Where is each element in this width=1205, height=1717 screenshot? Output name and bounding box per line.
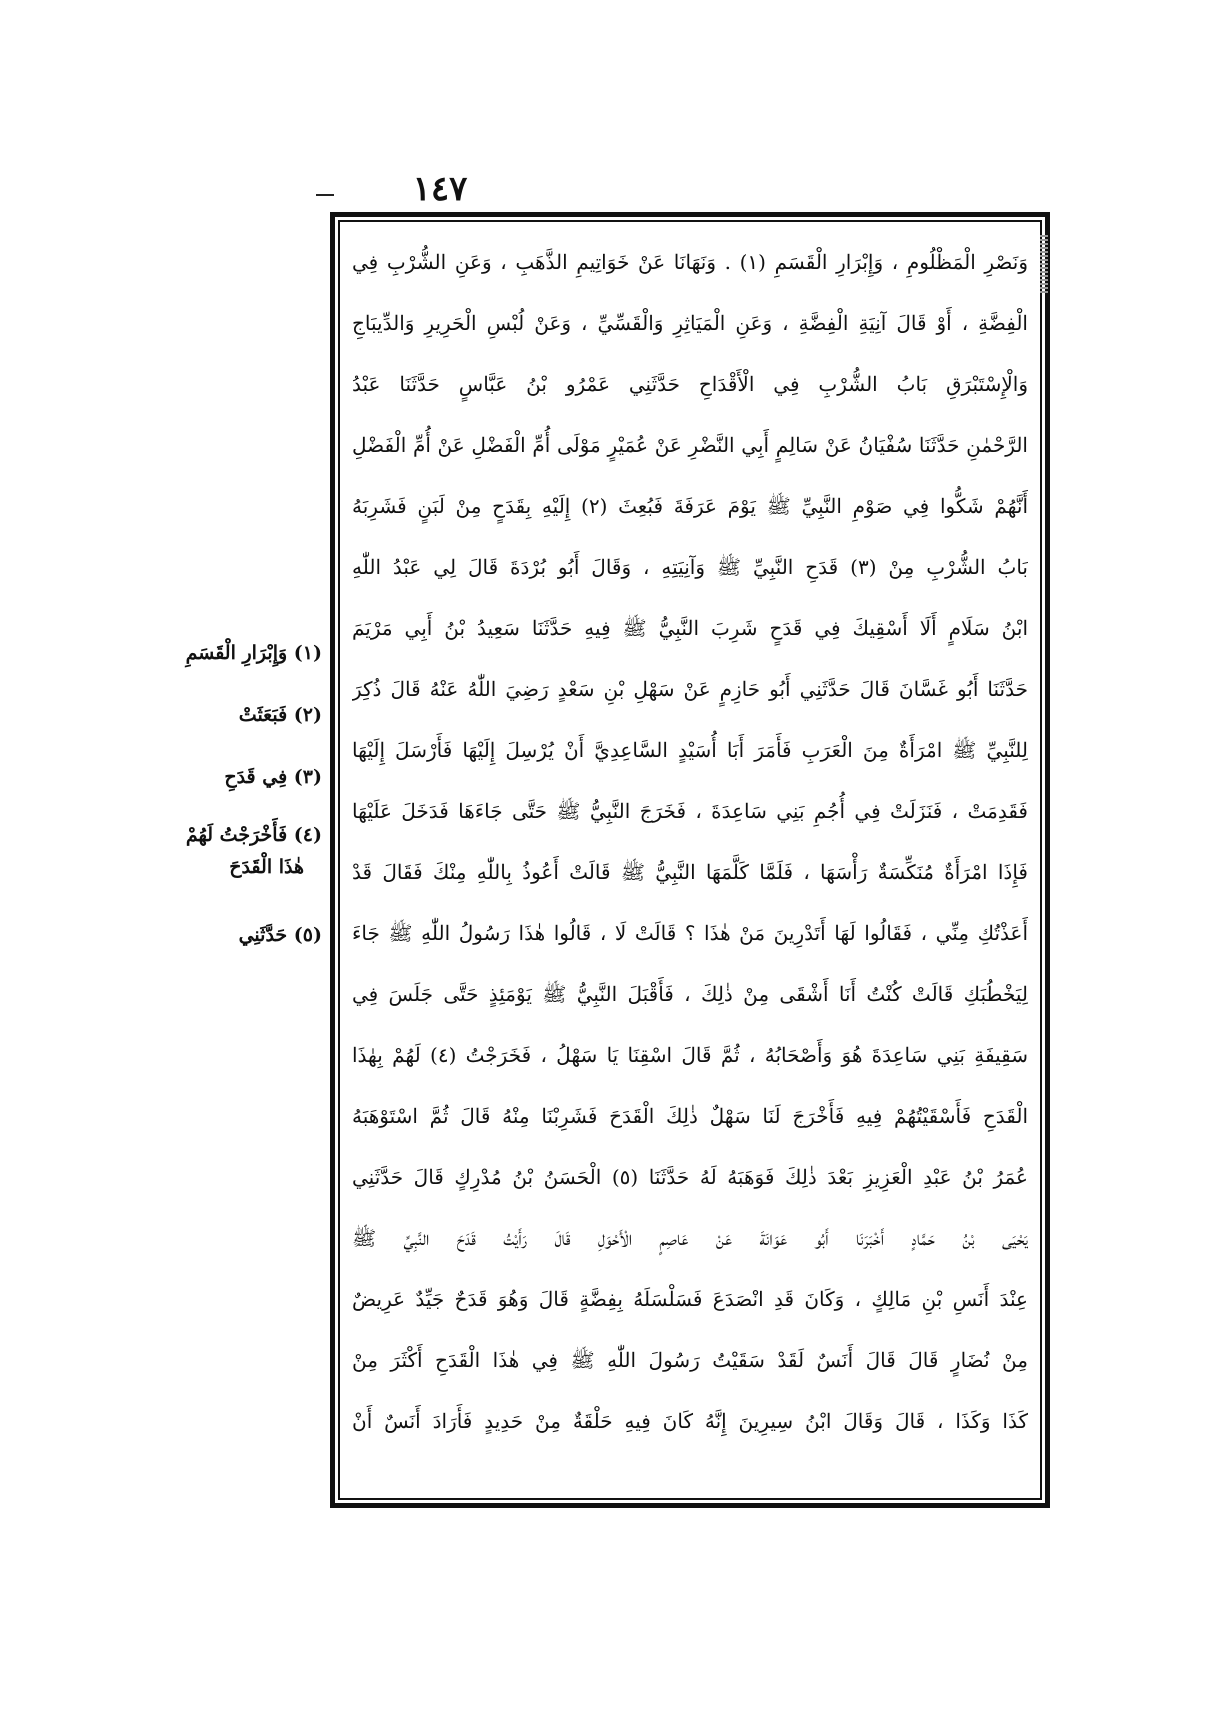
text-line: حَدَّثَنَا أَبُو غَسَّانَ قَالَ حَدَّثَنِي أَبُو حَازِمٍ عَنْ سَهْلِ بْنِ سَعْدٍ رَضِيَ اللّٰهُ عَنْهُ قَالَ ذُكِرَ [352, 677, 1028, 701]
top-dash [316, 194, 334, 196]
text-line: سَقِيفَةِ بَنِي سَاعِدَةَ هُوَ وَأَصْحَابُهُ ، ثُمَّ قَالَ اسْقِنَا يَا سَهْلُ ، فَخَرَجْتُ (٤) لَهُمْ بِهٰذَا [352, 1043, 1028, 1067]
margin-note: (٢) فَبَعَثَتْ [238, 704, 322, 726]
margin-note: (٣) فِي قَدَحِ [224, 766, 322, 788]
text-line: وَالْإِسْتَبْرَقِ بَابُ الشُّرْبِ فِي الْأَقْدَاحِ حَدَّثَنِي عَمْرُو بْنُ عَبَّاسٍ حَدَّثَنَا عَبْدُ [352, 372, 1028, 396]
text-line: أَنَّهُمْ شَكُّوا فِي صَوْمِ النَّبِيِّ ﷺ يَوْمَ عَرَفَةَ فَبُعِثَ (٢) إِلَيْهِ بِقَدَحٍ مِنْ لَبَنٍ فَشَرِبَهُ [352, 494, 1028, 518]
text-line: الْفِضَّةِ ، أَوْ قَالَ آنِيَةِ الْفِضَّةِ ، وَعَنِ الْمَيَاثِرِ وَالْقَسِّيِّ ، وَعَنْ لُبْسِ الْحَرِيرِ وَالدِّيبَاجِ [352, 311, 1028, 335]
text-line: فَقَدِمَتْ ، فَنَزَلَتْ فِي أُجُمِ بَنِي سَاعِدَةَ ، فَخَرَجَ النَّبِيُّ ﷺ حَتَّى جَاءَهَا فَدَخَلَ عَلَيْهَا [352, 799, 1028, 823]
text-line: وَنَصْرِ الْمَظْلُومِ ، وَإِبْرَارِ الْقَسَمِ (١) . وَنَهَانَا عَنْ خَوَاتِيمِ الذَّهَبِ ، وَعَنِ الشُّرْبِ فِي [352, 250, 1028, 274]
main-text-block [352, 238, 1028, 1486]
text-line: لِيَخْطُبَكِ قَالَتْ كُنْتُ أَنَا أَشْقَى مِنْ ذٰلِكَ ، فَأَقْبَلَ النَّبِيُّ ﷺ يَوْمَئِذٍ حَتَّى جَلَسَ فِي [352, 982, 1028, 1006]
text-line: مِنْ نُضَارٍ قَالَ قَالَ أَنَسٌ لَقَدْ سَقَيْتُ رَسُولَ اللّٰهِ ﷺ فِي هٰذَا الْقَدَحِ أَكْثَرَ مِنْ [352, 1348, 1028, 1372]
text-line: أَعَذْتُكِ مِنِّي ، فَقَالُوا لَهَا أَتَدْرِينَ مَنْ هٰذَا ؟ قَالَتْ لَا ، قَالُوا هٰذَا رَسُولُ اللّٰهِ ﷺ جَاءَ [352, 921, 1028, 945]
margin-note: (١) وَإِبْرَارِ الْقَسَمِ [185, 642, 322, 664]
text-line: عِنْدَ أَنَسِ بْنِ مَالِكٍ ، وَكَانَ قَدِ انْصَدَعَ فَسَلْسَلَهُ بِفِضَّةٍ قَالَ وَهُوَ قَدَحٌ جَيِّدٌ عَرِيضٌ [352, 1287, 1028, 1311]
text-line: عُمَرُ بْنُ عَبْدِ الْعَزِيزِ بَعْدَ ذٰلِكَ فَوَهَبَهُ لَهُ حَدَّثَنَا (٥) الْحَسَنُ بْنُ مُدْرِكٍ قَالَ حَدَّثَنِي [352, 1165, 1028, 1189]
page-number: ١٤٧ [412, 169, 468, 209]
text-line: الرَّحْمٰنِ حَدَّثَنَا سُفْيَانُ عَنْ سَالِمٍ أَبِي النَّضْرِ عَنْ عُمَيْرٍ مَوْلَى أُمِّ الْفَضْلِ عَنْ أُمِّ الْفَضْلِ [352, 433, 1028, 457]
text-line: كَذَا وَكَذَا ، قَالَ وَقَالَ ابْنُ سِيرِينَ إِنَّهُ كَانَ فِيهِ حَلْقَةٌ مِنْ حَدِيدٍ فَأَرَادَ أَنَسٌ أَنْ [352, 1409, 1028, 1433]
margin-note: (٥) حَدَّثَنِي [238, 924, 322, 946]
margin-note: (٤) فَأَخْرَجْتُ لَهُمْ [185, 824, 322, 846]
text-line: ابْنُ سَلَامٍ أَلَا أَسْقِيكَ فِي قَدَحٍ شَرِبَ النَّبِيُّ ﷺ فِيهِ حَدَّثَنَا سَعِيدُ بْنُ أَبِي مَرْيَمَ [352, 616, 1028, 640]
binding-mark [1040, 235, 1048, 295]
margin-note: هٰذَا الْقَدَحَ [229, 856, 304, 878]
text-line: بَابُ الشُّرْبِ مِنْ (٣) قَدَحِ النَّبِيِّ ﷺ وَآنِيَتِهِ ، وَقَالَ أَبُو بُرْدَةَ قَالَ لِي عَبْدُ اللّٰهِ [352, 555, 1028, 579]
text-line: الْقَدَحِ فَأَسْقَيْتُهُمْ فِيهِ فَأَخْرَجَ لَنَا سَهْلٌ ذٰلِكَ الْقَدَحَ فَشَرِبْنَا مِنْهُ قَالَ ثُمَّ اسْتَوْهَبَهُ [352, 1104, 1028, 1128]
text-line: لِلنَّبِيِّ ﷺ امْرَأَةٌ مِنَ الْعَرَبِ فَأَمَرَ أَبَا أُسَيْدٍ السَّاعِدِيَّ أَنْ يُرْسِلَ إِلَيْهَا فَأَرْسَلَ إِلَيْهَا [352, 738, 1028, 762]
text-line: فَإِذَا امْرَأَةٌ مُنَكِّسَةٌ رَأْسَهَا ، فَلَمَّا كَلَّمَهَا النَّبِيُّ ﷺ قَالَتْ أَعُوذُ بِاللّٰهِ مِنْكَ فَقَالَ قَدْ [352, 860, 1028, 884]
text-line: يَحْيَى بْنُ حَمَّادٍ أَخْبَرَنَا أَبُو عَوَانَةَ عَنْ عَاصِمٍ الْأَحْوَلِ قَالَ رَأَيْتُ قَدَحَ النَّبِيِّ ﷺ [352, 1226, 1028, 1250]
